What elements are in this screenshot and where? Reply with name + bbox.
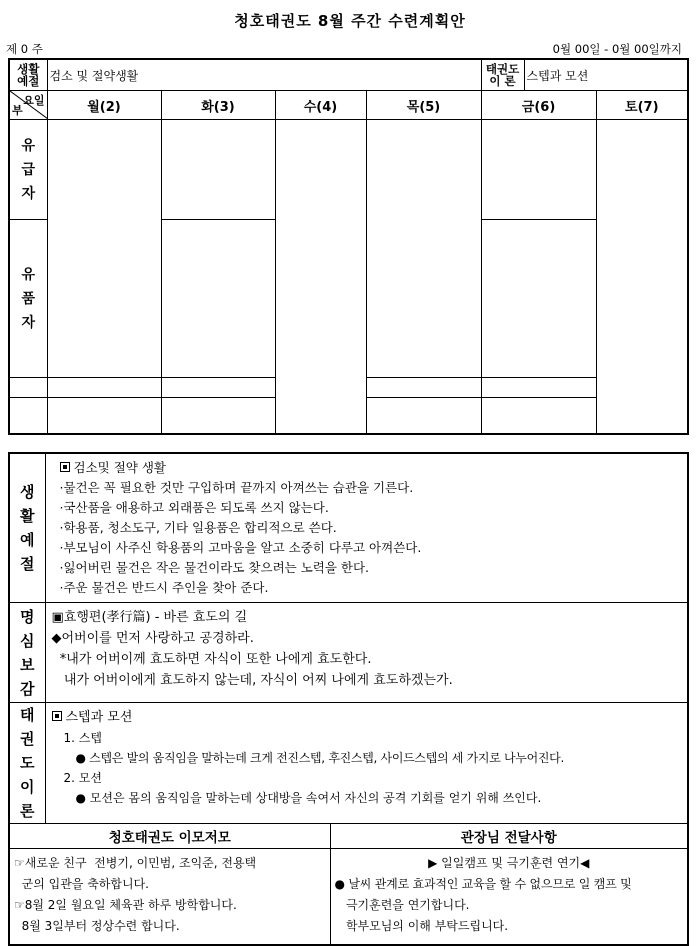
mindfulness-line: 내가 어버이에게 효도하지 않는데, 자식이 어찌 나에게 효도하겠는가. [51, 673, 453, 688]
mindfulness-heading: ▣효행편(孝行篇) - 바른 효도의 길 [51, 610, 248, 625]
manners-line: ·국산품을 애용하고 외래품은 되도록 쓰지 않는다. [59, 500, 329, 515]
cell-tue-b [161, 220, 275, 378]
weekly-content-table [8, 452, 689, 946]
news-line: ☞8월 2일 월요일 체육관 하루 방학합니다. [14, 898, 237, 912]
cell-blank-a [9, 378, 47, 398]
message-line: 극기훈련을 연기합니다. [334, 898, 470, 912]
week-number: 제 0 주 [6, 42, 43, 56]
mindfulness-label: 명 심 보 감 [9, 603, 45, 703]
theory-section-label: 태 권 도 이 론 [9, 703, 45, 824]
manners-content [45, 453, 688, 603]
cell-tue-c [161, 378, 275, 398]
cell-thu-d [366, 398, 481, 434]
manners-line: ·부모님이 사주신 학용품의 고마움을 알고 소중히 다루고 아껴쓴다. [59, 540, 422, 555]
square-bullet-icon [60, 462, 70, 472]
day-fri: 금(6) [481, 91, 596, 120]
cell-sat [596, 120, 688, 434]
message-line: ▶ 일일캠프 및 극기훈련 연기◀ [428, 856, 590, 870]
row-label-poom-belt: 유 품 자 [9, 220, 47, 378]
news-line: ☞새로운 친구 전병기, 이민범, 조익준, 전용택 [14, 856, 257, 870]
manners-line: ·잃어버린 물건은 작은 물건이라도 찾으려는 노력을 한다. [59, 560, 370, 575]
cell-mon [47, 120, 161, 378]
theory-line: ● 모션은 몸의 움직임을 말하는데 상대방을 속여서 자신의 공격 기회를 얻기 위해 쓰인다. [75, 791, 542, 805]
theory-value: 스텝과 모션 [526, 68, 589, 83]
theory-label: 태권도 이 론 [482, 60, 525, 90]
theory-content [45, 703, 688, 824]
row-label-color-belt: 유 급 자 [9, 120, 47, 220]
date-range: 0월 00일 - 0월 00일까지 [552, 42, 682, 56]
cell-blank-b [9, 398, 47, 434]
day-mon: 월(2) [47, 91, 161, 120]
cell-wed [275, 120, 366, 434]
corner-cell [9, 91, 47, 120]
mindfulness-line: ◆어버이를 먼저 사랑하고 공경하라. [51, 631, 254, 646]
news-heading: 청호태권도 이모저모 [9, 824, 330, 849]
mindfulness-content [45, 603, 688, 703]
cell-fri-c [481, 378, 596, 398]
page-title: 청호태권도 8월 주간 수련계획안 [234, 12, 466, 30]
message-content [330, 849, 688, 945]
cell-mon-c [47, 378, 161, 398]
theory-line: 2. 모션 [63, 771, 102, 785]
cell-mon-d [47, 398, 161, 434]
cell-thu-c [366, 378, 481, 398]
theory-line: 1. 스텝 [63, 731, 102, 745]
message-heading: 관장님 전달사항 [330, 824, 688, 849]
square-bullet-icon [52, 711, 62, 721]
manners-line: ·학용품, 청소도구, 기타 일용품은 합리적으로 쓴다. [59, 520, 337, 535]
theory-line: ● 스텝은 발의 움직임을 말하는데 크게 전진스텝, 후진스텝, 사이드스텝의 세 가지로 나누어진다. [75, 751, 564, 765]
manners-line: ·주운 물건은 반드시 주인을 찾아 준다. [59, 580, 269, 595]
message-line: ● 날씨 관계로 효과적인 교육을 할 수 없으므로 일 캠프 및 [334, 877, 632, 891]
cell-tue-d [161, 398, 275, 434]
manners-line: ·물건은 꼭 필요한 것만 구입하며 끝까지 아껴쓰는 습관을 기른다. [59, 480, 414, 495]
news-line: 군의 입관을 축하합니다. [14, 877, 149, 891]
cell-thu [366, 120, 481, 378]
manners-heading: 검소및 절약 생활 [52, 458, 682, 478]
cell-tue-a [161, 120, 275, 220]
life-manners-value: 검소 및 절약생활 [47, 59, 481, 91]
corner-day-label: 요일 [23, 94, 45, 107]
theory-heading: 스텝과 모션 [52, 707, 682, 728]
corner-group-label: 부 [12, 104, 23, 117]
day-tue: 화(3) [161, 91, 275, 120]
day-sat: 토(7) [596, 91, 688, 120]
day-wed: 수(4) [275, 91, 366, 120]
life-manners-label: 생활 예절 [9, 59, 47, 91]
manners-label: 생 활 예 절 [9, 453, 45, 603]
cell-fri-b [481, 220, 596, 378]
cell-fri-d [481, 398, 596, 434]
news-content [9, 849, 330, 945]
news-line: 8월 3일부터 정상수련 합니다. [14, 919, 180, 933]
schedule-table [8, 58, 689, 435]
mindfulness-line: *내가 어버이께 효도하면 자식이 또한 나에게 효도한다. [51, 652, 372, 667]
message-line: 학부모님의 이해 부탁드립니다. [334, 919, 509, 933]
day-thu: 목(5) [366, 91, 481, 120]
cell-fri-a [481, 120, 596, 220]
